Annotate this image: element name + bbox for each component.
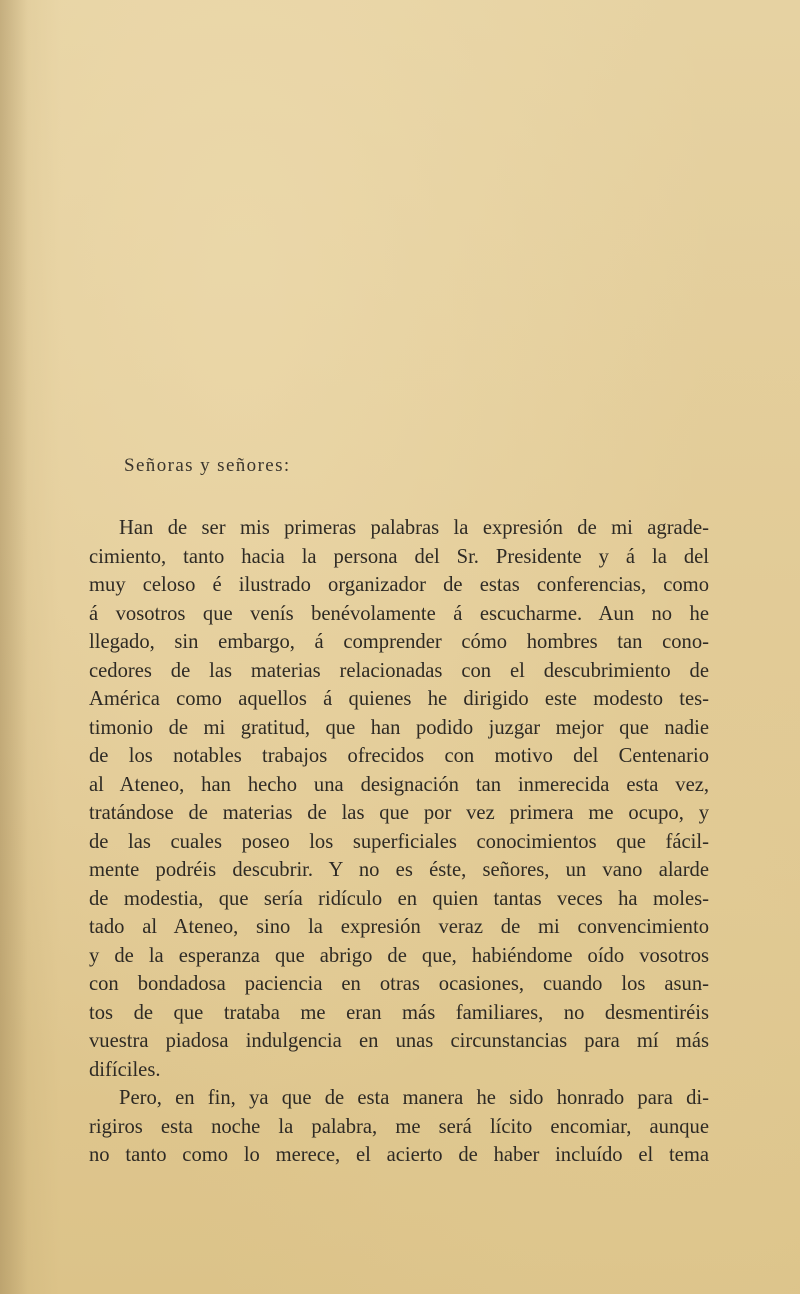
text-line: no tanto como lo merece, el acierto de haber incluído el tema: [89, 1144, 709, 1166]
salutation-text: Señoras y señores:: [124, 455, 291, 476]
text-line: cimiento, tanto hacia la persona del Sr. Presidente y á la del: [89, 545, 709, 568]
text-line: difíciles.: [89, 1058, 161, 1081]
text-line: y de la esperanza que abrigo de que, habiéndome oído vosotros: [89, 944, 709, 967]
text-line: vuestra piadosa indulgencia en unas circunstancias para mí más: [89, 1030, 709, 1052]
text-line: de modestia, que sería ridículo en quien tantas veces ha moles-: [89, 887, 709, 910]
text-line: timonio de mi gratitud, que han podido juzgar mejor que nadie: [89, 716, 709, 739]
salutation-heading: [124, 455, 291, 477]
text-line: llegado, sin embargo, á comprender cómo hombres tan cono-: [89, 631, 709, 653]
text-line: tratándose de materias de las que por vez primera me ocupo, y: [89, 802, 709, 824]
text-line: de las cuales poseo los superficiales conocimientos que fácil-: [89, 830, 709, 853]
text-line: tos de que trataba me eran más familiares, no desmentiréis: [89, 1001, 709, 1024]
text-line: rigiros esta noche la palabra, me será lícito encomiar, aunque: [89, 1115, 709, 1138]
text-line: al Ateneo, han hecho una designación tan inmerecida esta vez,: [89, 773, 709, 796]
text-line: América como aquellos á quienes he dirigido este modesto tes-: [89, 688, 709, 710]
text-line: Pero, en fin, ya que de esta manera he sido honrado para di-: [119, 1087, 709, 1109]
text-line: mente podréis descubrir. Y no es éste, señores, un vano alarde: [89, 859, 709, 881]
text-line: á vosotros que venís benévolamente á escucharme. Aun no he: [89, 602, 709, 625]
page-gutter-shadow: [0, 0, 28, 1294]
text-line: cedores de las materias relacionadas con el descubrimiento de: [89, 659, 709, 682]
text-line: Han de ser mis primeras palabras la expresión de mi agrade-: [119, 517, 709, 539]
text-line: de los notables trabajos ofrecidos con motivo del Centenario: [89, 745, 709, 767]
body-text: [89, 514, 709, 1170]
text-line: muy celoso é ilustrado organizador de estas conferencias, como: [89, 574, 709, 596]
text-line: tado al Ateneo, sino la expresión veraz de mi convencimiento: [89, 916, 709, 938]
text-line: con bondadosa paciencia en otras ocasiones, cuando los asun-: [89, 973, 709, 995]
